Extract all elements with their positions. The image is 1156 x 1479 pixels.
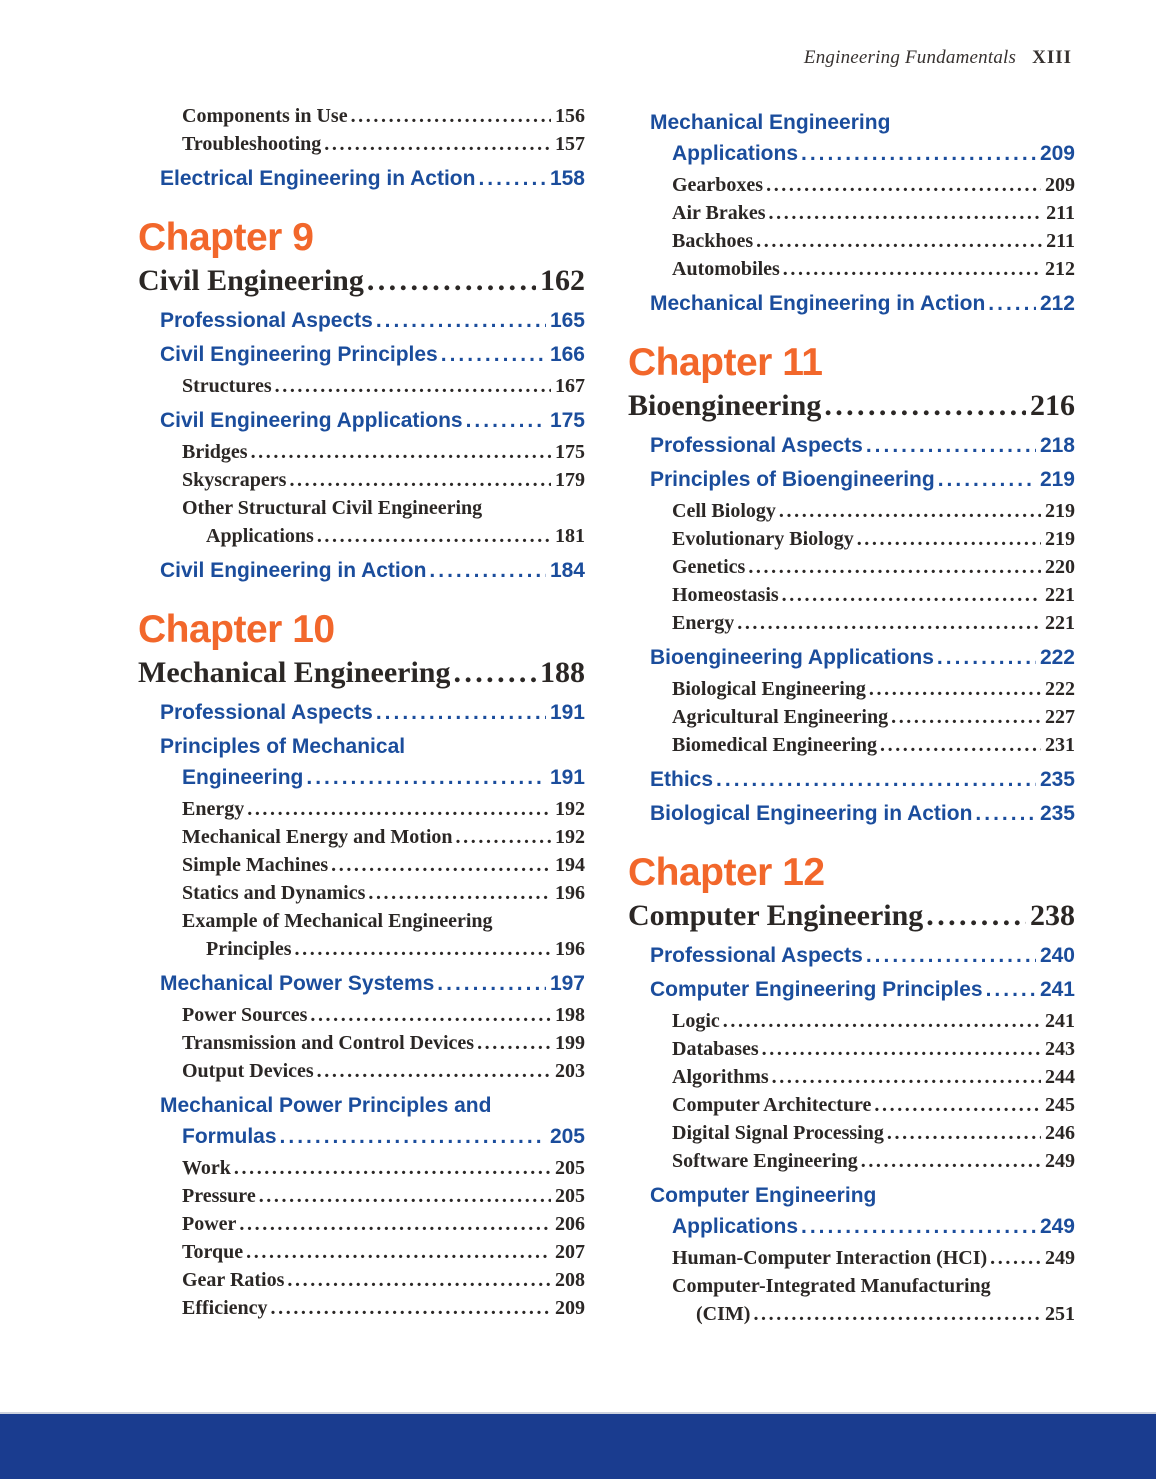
toc-entry — [628, 525, 1075, 553]
section-heading — [138, 558, 585, 584]
toc-entry — [138, 935, 585, 963]
toc-entry — [628, 255, 1075, 283]
dot-leader — [259, 1182, 551, 1210]
entry-label: Mechanical Power Systems — [160, 972, 435, 995]
dot-leader — [317, 522, 551, 550]
entry-label: Chapter 9 — [138, 216, 314, 259]
entry-label: Biological Engineering in Action — [650, 802, 973, 825]
dot-leader — [716, 767, 1036, 793]
entry-label: (CIM) — [696, 1303, 751, 1325]
page-number: 208 — [555, 1269, 585, 1291]
chapter-title — [628, 897, 1075, 935]
chapter-heading — [628, 851, 1075, 895]
page-number: 212 — [1039, 292, 1075, 315]
toc-entry — [138, 1238, 585, 1266]
page-number: 162 — [540, 264, 585, 297]
entry-label: Energy — [182, 798, 245, 820]
entry-label: Principles of Mechanical — [160, 735, 406, 758]
page-number: 192 — [555, 798, 585, 820]
entry-label: Bioengineering Applications — [650, 646, 934, 669]
page-number: 158 — [549, 167, 585, 190]
page-number: 188 — [540, 656, 585, 689]
page-number: 209 — [1039, 142, 1075, 165]
dot-leader — [986, 977, 1036, 1003]
dot-leader — [880, 731, 1041, 759]
toc-column-right — [628, 102, 1075, 1328]
section-heading — [138, 308, 585, 334]
page-number: 203 — [555, 1060, 585, 1082]
dot-leader — [376, 308, 546, 334]
entry-label: Chapter 11 — [628, 341, 823, 384]
page-number: 212 — [1045, 258, 1075, 280]
dot-leader — [367, 262, 536, 300]
page-number: 157 — [555, 133, 585, 155]
entry-label: Biological Engineering — [672, 678, 866, 700]
dot-leader — [280, 1124, 546, 1150]
entry-label: Cell Biology — [672, 500, 776, 522]
page-number: 219 — [1045, 500, 1075, 522]
entry-label: Algorithms — [672, 1066, 769, 1088]
toc-entry — [138, 851, 585, 879]
page-number: 241 — [1045, 1010, 1075, 1032]
dot-leader — [866, 433, 1036, 459]
toc-entry — [138, 795, 585, 823]
page-number: 235 — [1039, 768, 1075, 791]
toc-entry — [138, 1182, 585, 1210]
chapter-title — [138, 262, 585, 300]
section-heading — [138, 342, 585, 368]
entry-label: Gear Ratios — [182, 1269, 285, 1291]
entry-label: Civil Engineering Principles — [160, 343, 438, 366]
page-number: 249 — [1039, 1215, 1075, 1238]
dot-leader — [234, 1154, 551, 1182]
entry-label: Professional Aspects — [160, 701, 373, 724]
page-number: 167 — [555, 375, 585, 397]
page-number: 175 — [549, 409, 585, 432]
dot-leader — [287, 1266, 551, 1294]
toc-entry — [628, 1272, 1075, 1300]
dot-leader — [869, 675, 1041, 703]
toc-entry — [628, 1007, 1075, 1035]
dot-leader — [723, 1007, 1041, 1035]
toc-entry — [138, 879, 585, 907]
entry-label: Backhoes — [672, 230, 754, 252]
toc-entry — [628, 703, 1075, 731]
dot-leader — [766, 171, 1041, 199]
page-number: 240 — [1039, 944, 1075, 967]
section-heading — [138, 1124, 585, 1150]
entry-label: Evolutionary Biology — [672, 528, 854, 550]
entry-label: Structures — [182, 375, 272, 397]
entry-label: Bioengineering — [628, 389, 822, 422]
entry-label: Example of Mechanical Engineering — [182, 910, 493, 932]
page-number: 198 — [555, 1004, 585, 1026]
entry-label: Energy — [672, 612, 735, 634]
entry-label: Formulas — [182, 1125, 277, 1148]
entry-label: Bridges — [182, 441, 248, 463]
dot-leader — [887, 1119, 1041, 1147]
dot-leader — [478, 166, 546, 192]
dot-leader — [762, 1035, 1041, 1063]
folio-page-number: XIII — [1032, 47, 1072, 68]
page-number: 241 — [1039, 978, 1075, 1001]
dot-leader — [988, 291, 1036, 317]
toc-entry — [138, 372, 585, 400]
chapter-title — [138, 654, 585, 692]
page-number: 175 — [555, 441, 585, 463]
section-heading — [628, 645, 1075, 671]
entry-label: Logic — [672, 1010, 720, 1032]
toc-entry — [628, 227, 1075, 255]
chapter-heading — [138, 608, 585, 652]
toc-entry — [138, 823, 585, 851]
dot-leader — [874, 1091, 1041, 1119]
page-number: 235 — [1039, 802, 1075, 825]
dot-leader — [975, 801, 1036, 827]
entry-label: Mechanical Engineering — [650, 111, 891, 134]
toc-column-left — [138, 102, 585, 1322]
entry-label: Pressure — [182, 1185, 256, 1207]
entry-label: Agricultural Engineering — [672, 706, 889, 728]
page-number: 184 — [549, 559, 585, 582]
section-heading — [628, 467, 1075, 493]
page-number: 207 — [555, 1241, 585, 1263]
entry-label: Transmission and Control Devices — [182, 1032, 475, 1054]
toc-entry — [138, 438, 585, 466]
page-number: 222 — [1039, 646, 1075, 669]
dot-leader — [938, 467, 1036, 493]
section-heading — [628, 291, 1075, 317]
toc-entry — [138, 466, 585, 494]
section-heading — [628, 943, 1075, 969]
entry-label: Ethics — [650, 768, 714, 791]
toc-entry — [628, 1147, 1075, 1175]
dot-leader — [824, 387, 1026, 425]
dot-leader — [331, 851, 551, 879]
entry-label: Digital Signal Processing — [672, 1122, 884, 1144]
dot-leader — [737, 609, 1041, 637]
dot-leader — [295, 935, 551, 963]
entry-label: Electrical Engineering in Action — [160, 167, 476, 190]
section-heading — [138, 1093, 585, 1119]
dot-leader — [289, 466, 551, 494]
running-header — [0, 46, 1072, 70]
dot-leader — [769, 199, 1043, 227]
entry-label: Professional Aspects — [650, 944, 863, 967]
entry-label: Mechanical Engineering in Action — [650, 292, 986, 315]
entry-label: Mechanical Power Principles and — [160, 1094, 492, 1117]
section-heading — [138, 408, 585, 434]
chapter-heading — [628, 341, 1075, 385]
entry-label: Computer Engineering Principles — [650, 978, 983, 1001]
toc-entry — [138, 1294, 585, 1322]
entry-label: Applications — [672, 142, 799, 165]
dot-leader — [753, 1300, 1041, 1328]
entry-label: Civil Engineering in Action — [160, 559, 427, 582]
entry-label: Power Sources — [182, 1004, 308, 1026]
section-heading — [138, 166, 585, 192]
page-number: 216 — [1030, 389, 1075, 422]
toc-entry — [138, 1154, 585, 1182]
toc-entry — [628, 1300, 1075, 1328]
entry-label: Output Devices — [182, 1060, 314, 1082]
page-number: 219 — [1045, 528, 1075, 550]
entry-label: Software Engineering — [672, 1150, 858, 1172]
toc-entry — [628, 553, 1075, 581]
dot-leader — [772, 1063, 1041, 1091]
toc-entry — [628, 171, 1075, 199]
entry-label: Torque — [182, 1241, 244, 1263]
entry-label: Genetics — [672, 556, 746, 578]
toc-entry — [628, 1063, 1075, 1091]
page-number: 156 — [555, 105, 585, 127]
section-heading — [628, 801, 1075, 827]
toc-entry — [138, 907, 585, 935]
toc-entry — [138, 1266, 585, 1294]
dot-leader — [310, 1001, 551, 1029]
dot-leader — [857, 525, 1041, 553]
dot-leader — [239, 1210, 551, 1238]
section-heading — [628, 141, 1075, 167]
dot-leader — [801, 1214, 1036, 1240]
page-number: 211 — [1046, 202, 1075, 224]
entry-label: Computer Engineering — [650, 1184, 877, 1207]
page-number: 249 — [1045, 1247, 1075, 1269]
entry-label: Chapter 10 — [138, 608, 335, 651]
toc-entry — [138, 102, 585, 130]
dot-leader — [801, 141, 1036, 167]
dot-leader — [861, 1147, 1041, 1175]
page-number: 220 — [1045, 556, 1075, 578]
page-number: 227 — [1045, 706, 1075, 728]
section-heading — [628, 767, 1075, 793]
dot-leader — [324, 130, 551, 158]
page-number: 197 — [549, 972, 585, 995]
dot-leader — [477, 1029, 551, 1057]
section-heading — [628, 110, 1075, 136]
entry-label: Biomedical Engineering — [672, 734, 877, 756]
chapter-heading — [138, 216, 585, 260]
toc-entry — [628, 1035, 1075, 1063]
page-number: 221 — [1045, 584, 1075, 606]
page-number: 191 — [549, 701, 585, 724]
chapter-title — [628, 387, 1075, 425]
page-number: 206 — [555, 1213, 585, 1235]
page-number: 209 — [1045, 174, 1075, 196]
toc-entry — [628, 1119, 1075, 1147]
dot-leader — [275, 372, 551, 400]
entry-label: Components in Use — [182, 105, 348, 127]
entry-label: Troubleshooting — [182, 133, 322, 155]
dot-leader — [926, 897, 1026, 935]
page-number: 196 — [555, 882, 585, 904]
section-heading — [138, 971, 585, 997]
entry-label: Mechanical Engineering — [138, 656, 451, 689]
toc-entry — [628, 199, 1075, 227]
page-number: 179 — [555, 469, 585, 491]
dot-leader — [376, 700, 546, 726]
toc-entry — [628, 675, 1075, 703]
page-number: 194 — [555, 854, 585, 876]
section-heading — [628, 977, 1075, 1003]
section-heading — [628, 1183, 1075, 1209]
dot-leader — [429, 558, 546, 584]
entry-label: Efficiency — [182, 1297, 268, 1319]
entry-label: Principles of Bioengineering — [650, 468, 935, 491]
dot-leader — [866, 943, 1036, 969]
dot-leader — [247, 795, 551, 823]
dot-leader — [368, 879, 551, 907]
toc-entry — [138, 1057, 585, 1085]
entry-label: Air Brakes — [672, 202, 766, 224]
page-number: 231 — [1045, 734, 1075, 756]
page-number: 166 — [549, 343, 585, 366]
entry-label: Automobiles — [672, 258, 780, 280]
dot-leader — [891, 703, 1041, 731]
section-heading — [138, 765, 585, 791]
entry-label: Chapter 12 — [628, 851, 825, 894]
dot-leader — [306, 765, 546, 791]
toc-entry — [628, 731, 1075, 759]
toc-entry — [138, 1001, 585, 1029]
page-number: 192 — [555, 826, 585, 848]
dot-leader — [783, 255, 1041, 283]
page-number: 196 — [555, 938, 585, 960]
dot-leader — [456, 823, 551, 851]
dot-leader — [937, 645, 1036, 671]
dot-leader — [779, 497, 1041, 525]
entry-label: Skyscrapers — [182, 469, 287, 491]
dot-leader — [251, 438, 551, 466]
entry-label: Principles — [206, 938, 292, 960]
toc-entry — [628, 1244, 1075, 1272]
entry-label: Civil Engineering Applications — [160, 409, 463, 432]
section-heading — [628, 433, 1075, 459]
entry-label: Computer Engineering — [628, 899, 924, 932]
page-number: 238 — [1030, 899, 1075, 932]
book-title: Engineering Fundamentals — [803, 47, 1017, 68]
page-number: 222 — [1045, 678, 1075, 700]
toc-entry — [628, 581, 1075, 609]
footer-bar — [0, 1412, 1156, 1479]
dot-leader — [990, 1244, 1041, 1272]
entry-label: Professional Aspects — [160, 309, 373, 332]
page-number: 191 — [549, 766, 585, 789]
section-heading — [628, 1214, 1075, 1240]
dot-leader — [246, 1238, 551, 1266]
page-number: 211 — [1046, 230, 1075, 252]
entry-label: Engineering — [182, 766, 304, 789]
dot-leader — [437, 971, 546, 997]
entry-label: Gearboxes — [672, 174, 764, 196]
entry-label: Applications — [672, 1215, 799, 1238]
page-number: 244 — [1045, 1066, 1075, 1088]
entry-label: Computer-Integrated Manufacturing — [672, 1275, 991, 1297]
dot-leader — [756, 227, 1042, 255]
toc-entry — [628, 609, 1075, 637]
page-number: 245 — [1045, 1094, 1075, 1116]
toc-entry — [628, 497, 1075, 525]
page-number: 205 — [555, 1157, 585, 1179]
page-number: 243 — [1045, 1038, 1075, 1060]
page-number: 219 — [1039, 468, 1075, 491]
toc-entry — [138, 1029, 585, 1057]
page-number: 165 — [549, 309, 585, 332]
entry-label: Mechanical Energy and Motion — [182, 826, 453, 848]
entry-label: Power — [182, 1213, 237, 1235]
dot-leader — [466, 408, 546, 434]
section-heading — [138, 734, 585, 760]
entry-label: Applications — [206, 525, 314, 547]
page-number: 205 — [555, 1185, 585, 1207]
entry-label: Professional Aspects — [650, 434, 863, 457]
dot-leader — [441, 342, 546, 368]
page-number: 221 — [1045, 612, 1075, 634]
page-number: 251 — [1045, 1303, 1075, 1325]
page-number: 249 — [1045, 1150, 1075, 1172]
page-number: 246 — [1045, 1122, 1075, 1144]
dot-leader — [271, 1294, 551, 1322]
toc-entry — [138, 130, 585, 158]
entry-label: Statics and Dynamics — [182, 882, 366, 904]
entry-label: Databases — [672, 1038, 759, 1060]
entry-label: Other Structural Civil Engineering — [182, 497, 483, 519]
page-number: 205 — [549, 1125, 585, 1148]
entry-label: Homeostasis — [672, 584, 779, 606]
dot-leader — [748, 553, 1041, 581]
entry-label: Civil Engineering — [138, 264, 364, 297]
toc-entry — [138, 494, 585, 522]
toc-entry — [628, 1091, 1075, 1119]
page-number: 181 — [555, 525, 585, 547]
page-number: 199 — [555, 1032, 585, 1054]
toc-entry — [138, 1210, 585, 1238]
dot-leader — [453, 654, 536, 692]
toc-entry — [138, 522, 585, 550]
section-heading — [138, 700, 585, 726]
dot-leader — [351, 102, 551, 130]
page-number: 209 — [555, 1297, 585, 1319]
entry-label: Computer Architecture — [672, 1094, 872, 1116]
entry-label: Work — [182, 1157, 231, 1179]
dot-leader — [317, 1057, 551, 1085]
page-number: 218 — [1039, 434, 1075, 457]
dot-leader — [782, 581, 1041, 609]
entry-label: Simple Machines — [182, 854, 329, 876]
entry-label: Human-Computer Interaction (HCI) — [672, 1247, 988, 1269]
